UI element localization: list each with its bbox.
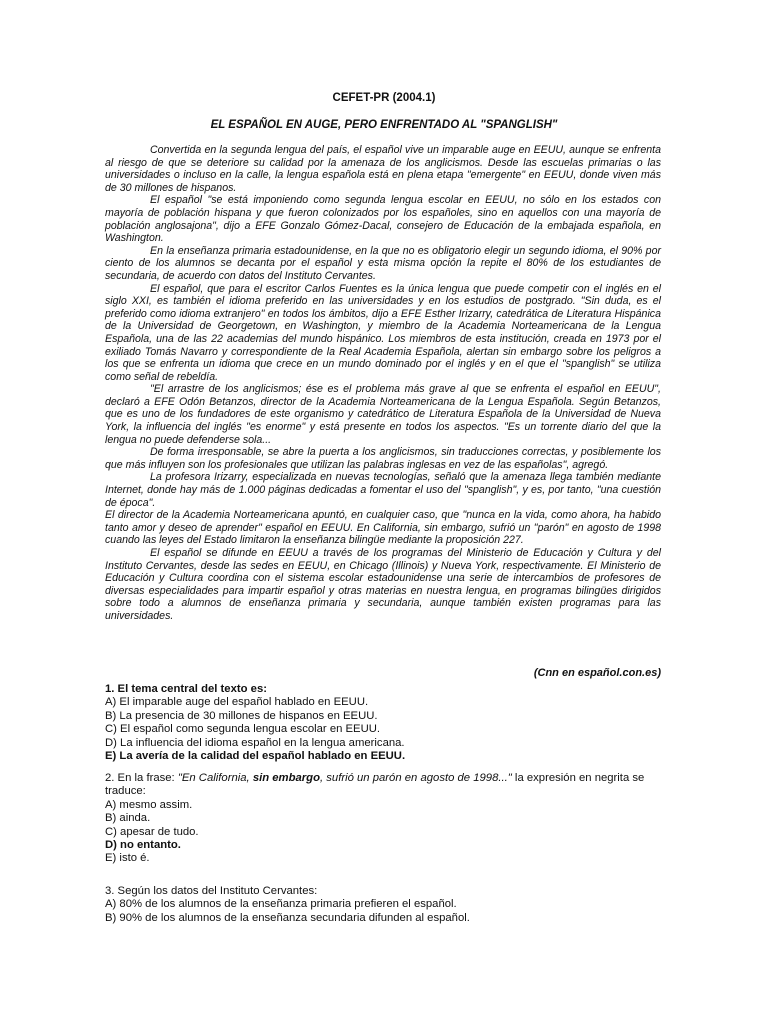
- article-paragraph: Convertida en la segunda lengua del país, el español vive un imparable auge en EEUU, aunque se enfrenta al riesgo de que se deteriore su calidad por la amenaza de los anglicismos. Desde las escuelas primarias o las universidades o incluso en la calle, la lengua española está en plena etapa "emergente" en EEUU, donde viven más de 30 millones de hispanos.: [105, 144, 661, 194]
- article-source: (Cnn en español.con.es): [533, 667, 661, 679]
- article-paragraph: El director de la Academia Norteamericana apuntó, en cualquier caso, que "nunca en la vida, como ahora, ha habido tanto amor y deseo de aprender" español en EEUU. En California, sin embargo, sufrió un "parón" en agosto de 1998 cuando las leyes del Estado limitaron la enseñanza bilingüe mediante la proposición 227.: [105, 509, 661, 547]
- question-1: [105, 683, 663, 763]
- question-3-stem: 3. Según los datos del Instituto Cervantes:: [105, 885, 318, 897]
- article-paragraph: El español se difunde en EEUU a través de los programas del Ministerio de Educación y Cultura y del Instituto Cervantes, desde las sedes en EEUU, en Chicago (Illinois) y Nueva York, respectivamente. El Ministerio de Educación y Cultura coordina con el sistema escolar estadounidense una serie de intercambios de profesores de diversas especialidades para impartir español y otras materias en nuestra lengua, en programas bilingües dirigidos sobre todo a alumnos de enseñanza primaria y secundaria, aunque también existen programas para las universidades.: [105, 547, 661, 622]
- article-paragraph: El español "se está imponiendo como segunda lengua escolar en EEUU, no sólo en los estados con mayoría de población hispana y que fueron colonizados por los españoles, sino en aquellos con una mayoría de población anglosajona", dijo a EFE Gonzalo Gómez-Dacal, consejero de Educación de la embajada española, en Washington.: [105, 194, 661, 245]
- article-paragraph: La profesora Irizarry, especializada en nuevas tecnologías, señaló que la amenaza llega también mediante Internet, donde hay más de 1.000 páginas dedicadas a fomentar el uso del "spanglish", y es, por tanto, "una cuestión de época".: [105, 471, 661, 509]
- question-2-quote-bold: sin embargo: [252, 772, 320, 784]
- question-1-option-d: D) La influencia del idioma español en la lengua americana.: [105, 736, 405, 749]
- question-2-option-e: E) isto é.: [105, 852, 150, 865]
- question-3-option-b: B) 90% de los alumnos de la enseñanza secundaria difunden al español.: [105, 911, 470, 924]
- question-2-quote-b: , sufrió un parón en agosto de 1998...": [319, 772, 512, 784]
- question-2-option-b: B) ainda.: [105, 812, 151, 825]
- question-2: [105, 772, 663, 866]
- question-1-option-c: C) El español como segunda lengua escolar en EEUU.: [105, 723, 381, 736]
- question-1-option-a: A) El imparable auge del español hablado en EEUU.: [105, 696, 369, 709]
- question-2-quote-a: "En California,: [177, 772, 253, 784]
- question-2-stem-post: la expresión en negrita se traduce:: [105, 772, 645, 798]
- question-2-option-d: D) no entanto.: [105, 839, 181, 852]
- question-1-option-e: E) La avería de la calidad del español hablado en EEUU.: [105, 750, 406, 763]
- exam-heading: CEFET-PR (2004.1): [332, 92, 436, 104]
- question-2-stem-pre: 2. En la frase:: [105, 772, 178, 784]
- article-body: [105, 144, 661, 623]
- question-2-option-a: A) mesmo assim.: [105, 798, 193, 811]
- question-2-option-c: C) apesar de tudo.: [105, 825, 199, 838]
- article-paragraph: El español, que para el escritor Carlos Fuentes es la única lengua que puede competir con el inglés en el siglo XXI, es también el idioma preferido en las universidades y en los estudios de postgrado. "Sin duda, es el preferido como idioma extranjero" en todos los ámbitos, dijo a EFE Esther Irizarry, catedrática de Literatura Hispánica de la Universidad de Georgetown, en Washington, y miembro de la Academia Norteamericana de la Lengua Española, una de las 22 academias del mundo hispánico. Los miembros de esta institución, creada en 1973 por el exiliado Tomás Navarro y correspondiente de la Real Academia Española, alertan sin embargo sobre los peligros a los que se enfrenta un idioma que crece en un mundo dominado por el inglés y en el que el "spanglish" se utiliza como señal de rebeldía.: [105, 282, 661, 383]
- question-2-stem: [105, 772, 663, 799]
- article-title: EL ESPAÑOL EN AUGE, PERO ENFRENTADO AL "SPANGLISH": [210, 119, 558, 131]
- article-paragraph: "El arrastre de los anglicismos; ése es el problema más grave al que se enfrenta el español en EEUU", declaró a EFE Odón Betanzos, director de la Academia Norteamericana de la Lengua Española. Según Betanzos, que es uno de los fundadores de este organismo y catedrático de Literatura Española de la Universidad de Nueva York, la influencia del inglés "es enorme" y está presente en todos los aspectos. "Es un torrente diario del que la lengua no puede defenderse sola...: [105, 383, 661, 446]
- question-1-option-b: B) La presencia de 30 millones de hispanos en EEUU.: [105, 709, 378, 722]
- article-paragraph: De forma irresponsable, se abre la puerta a los anglicismos, sin traducciones correctas, y posiblemente los que más influyen son los profesionales que utilizan las palabras inglesas en vez de las españolas", agregó.: [105, 446, 661, 471]
- question-3: [105, 885, 663, 925]
- article-paragraph: En la enseñanza primaria estadounidense, en la que no es obligatorio elegir un segundo idioma, el 90% por ciento de los alumnos se decanta por el español y esta misma opción la repite el 80% de los estudiantes de secundaria, de acuerdo con datos del Instituto Cervantes.: [105, 244, 661, 282]
- question-1-stem: 1. El tema central del texto es:: [105, 683, 267, 695]
- question-3-option-a: A) 80% de los alumnos de la enseñanza primaria prefieren el español.: [105, 898, 457, 911]
